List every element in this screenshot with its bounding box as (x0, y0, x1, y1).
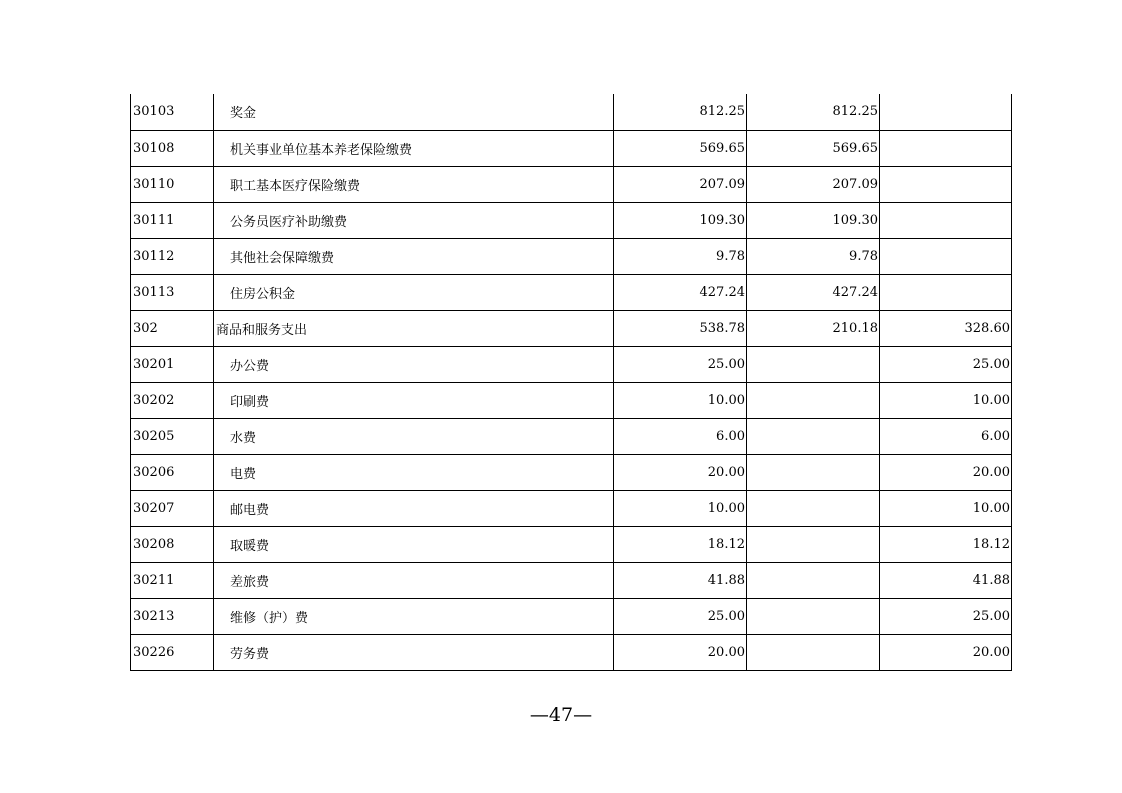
row-code: 30206 (131, 454, 214, 490)
row-basic-expenditure (747, 382, 880, 418)
row-total: 538.78 (614, 310, 747, 346)
row-name: 商品和服务支出 (214, 310, 614, 346)
row-project-expenditure (880, 166, 1012, 202)
table-row (131, 634, 1012, 670)
row-basic-expenditure: 812.25 (747, 94, 880, 130)
row-project-expenditure (880, 130, 1012, 166)
table-row (131, 598, 1012, 634)
row-code: 30211 (131, 562, 214, 598)
row-basic-expenditure: 569.65 (747, 130, 880, 166)
budget-table-body (131, 94, 1012, 670)
row-total: 18.12 (614, 526, 747, 562)
table-row (131, 274, 1012, 310)
row-basic-expenditure: 427.24 (747, 274, 880, 310)
row-total: 427.24 (614, 274, 747, 310)
row-basic-expenditure: 207.09 (747, 166, 880, 202)
table-row (131, 238, 1012, 274)
table-row (131, 454, 1012, 490)
row-project-expenditure: 6.00 (880, 418, 1012, 454)
row-basic-expenditure (747, 418, 880, 454)
row-name: 其他社会保障缴费 (214, 238, 614, 274)
row-basic-expenditure (747, 346, 880, 382)
row-code: 30207 (131, 490, 214, 526)
row-name: 奖金 (214, 94, 614, 130)
row-project-expenditure: 41.88 (880, 562, 1012, 598)
row-total: 41.88 (614, 562, 747, 598)
row-name: 公务员医疗补助缴费 (214, 202, 614, 238)
row-code: 30202 (131, 382, 214, 418)
row-total: 109.30 (614, 202, 747, 238)
row-basic-expenditure (747, 598, 880, 634)
row-code: 30205 (131, 418, 214, 454)
row-total: 569.65 (614, 130, 747, 166)
table-row (131, 310, 1012, 346)
page-number: —47— (529, 704, 593, 726)
row-project-expenditure (880, 274, 1012, 310)
row-code: 30111 (131, 202, 214, 238)
row-code: 30208 (131, 526, 214, 562)
row-code: 30110 (131, 166, 214, 202)
table-row (131, 130, 1012, 166)
row-project-expenditure: 25.00 (880, 598, 1012, 634)
table-row (131, 202, 1012, 238)
row-basic-expenditure (747, 634, 880, 670)
row-basic-expenditure: 109.30 (747, 202, 880, 238)
row-code: 30103 (131, 94, 214, 130)
row-code: 302 (131, 310, 214, 346)
row-total: 6.00 (614, 418, 747, 454)
table-row (131, 490, 1012, 526)
row-name: 住房公积金 (214, 274, 614, 310)
row-name: 印刷费 (214, 382, 614, 418)
row-code: 30113 (131, 274, 214, 310)
row-code: 30226 (131, 634, 214, 670)
row-basic-expenditure (747, 454, 880, 490)
table-row (131, 346, 1012, 382)
row-total: 20.00 (614, 634, 747, 670)
table-row (131, 166, 1012, 202)
row-total: 10.00 (614, 382, 747, 418)
row-name: 邮电费 (214, 490, 614, 526)
row-project-expenditure (880, 238, 1012, 274)
table-row (131, 526, 1012, 562)
row-name: 差旅费 (214, 562, 614, 598)
row-total: 20.00 (614, 454, 747, 490)
row-basic-expenditure: 9.78 (747, 238, 880, 274)
row-name: 电费 (214, 454, 614, 490)
row-basic-expenditure (747, 526, 880, 562)
row-name: 取暖费 (214, 526, 614, 562)
row-total: 812.25 (614, 94, 747, 130)
row-name: 水费 (214, 418, 614, 454)
row-total: 25.00 (614, 598, 747, 634)
row-name: 维修（护）费 (214, 598, 614, 634)
row-name: 劳务费 (214, 634, 614, 670)
row-code: 30112 (131, 238, 214, 274)
table-row (131, 418, 1012, 454)
row-project-expenditure: 25.00 (880, 346, 1012, 382)
row-project-expenditure: 10.00 (880, 382, 1012, 418)
row-code: 30213 (131, 598, 214, 634)
row-name: 机关事业单位基本养老保险缴费 (214, 130, 614, 166)
row-name: 办公费 (214, 346, 614, 382)
budget-table (130, 94, 1012, 671)
row-total: 9.78 (614, 238, 747, 274)
row-code: 30201 (131, 346, 214, 382)
row-project-expenditure (880, 202, 1012, 238)
table-row (131, 382, 1012, 418)
row-project-expenditure (880, 94, 1012, 130)
table-row (131, 562, 1012, 598)
row-project-expenditure: 10.00 (880, 490, 1012, 526)
row-basic-expenditure (747, 562, 880, 598)
table-row (131, 94, 1012, 130)
row-project-expenditure: 20.00 (880, 634, 1012, 670)
row-project-expenditure: 20.00 (880, 454, 1012, 490)
row-project-expenditure: 328.60 (880, 310, 1012, 346)
row-total: 25.00 (614, 346, 747, 382)
row-code: 30108 (131, 130, 214, 166)
row-basic-expenditure (747, 490, 880, 526)
row-total: 207.09 (614, 166, 747, 202)
row-total: 10.00 (614, 490, 747, 526)
row-project-expenditure: 18.12 (880, 526, 1012, 562)
row-basic-expenditure: 210.18 (747, 310, 880, 346)
row-name: 职工基本医疗保险缴费 (214, 166, 614, 202)
